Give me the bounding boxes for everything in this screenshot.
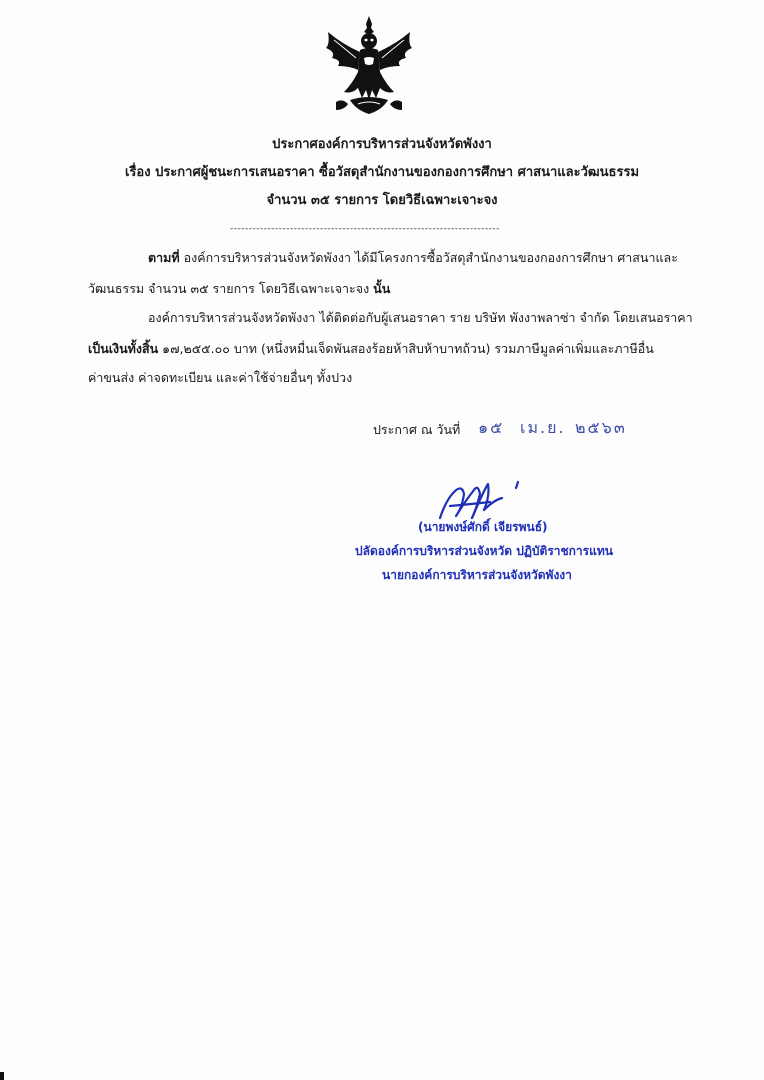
paragraph-1-line-2-end: นั้น	[373, 281, 391, 296]
document-heading: ประกาศองค์การบริหารส่วนจังหวัดพังงา	[272, 137, 492, 152]
signatory-position-1: ปลัดองค์การบริหารส่วนจังหวัด ปฏิบัติราชการแทน	[355, 544, 613, 558]
signatory-name: (นายพงษ์ศักดิ์ เจียรพนธ์)	[418, 520, 548, 534]
document-subject: เรื่อง ประกาศผู้ชนะการเสนอราคา ซื้อวัสดุสำนักงานของกองการศึกษา ศาสนาและวัฒนธรรม	[124, 165, 640, 180]
signatory-position-2: นายกองค์การบริหารส่วนจังหวัดพังงา	[382, 568, 572, 582]
paragraph-2-line-2	[88, 339, 654, 359]
paragraph-1-line-2-text: วัฒนธรรม จำนวน ๓๕ รายการ โดยวิธีเฉพาะเจาะจง	[88, 281, 374, 296]
paragraph-1-text: องค์การบริหารส่วนจังหวัดพังงา ได้มีโครงการซื้อวัสดุสำนักงานของกองการศึกษา ศาสนาและ	[179, 250, 678, 265]
divider-line: ------------------------------------------------------------------------	[230, 224, 500, 234]
paragraph-1-lead: ตามที่	[148, 250, 180, 265]
scan-edge-mark	[0, 1072, 4, 1080]
document-subject-detail: จำนวน ๓๕ รายการ โดยวิธีเฉพาะเจาะจง	[266, 193, 498, 208]
garuda-emblem	[322, 14, 416, 118]
announce-date-label: ประกาศ ณ วันที่	[373, 422, 461, 437]
date-stamp-month: เม.ย.	[520, 418, 566, 437]
date-stamp-year: ๒๕๖๓	[575, 418, 627, 437]
date-stamp-day: ๑๕	[478, 418, 505, 437]
paragraph-2-line-3: ค่าขนส่ง ค่าจดทะเบียน และค่าใช้จ่ายอื่นๆ ทั้งปวง	[88, 370, 353, 385]
paragraph-2-amount-text: ๑๗,๒๕๕.๐๐ บาท (หนึ่งหมื่นเจ็ดพันสองร้อยห้าสิบห้าบาทถ้วน) รวมภาษีมูลค่าเพิ่มและภาษีอื่น	[158, 341, 654, 356]
paragraph-1-line-1	[148, 248, 678, 268]
paragraph-2-line-1: องค์การบริหารส่วนจังหวัดพังงา ได้ติดต่อกับผู้เสนอราคา ราย บริษัท พังงาพลาซ่า จำกัด โดยเสนอราคา	[148, 310, 693, 325]
paragraph-1-line-2	[88, 279, 390, 299]
paragraph-2-lead: เป็นเงินทั้งสิ้น	[88, 341, 159, 356]
